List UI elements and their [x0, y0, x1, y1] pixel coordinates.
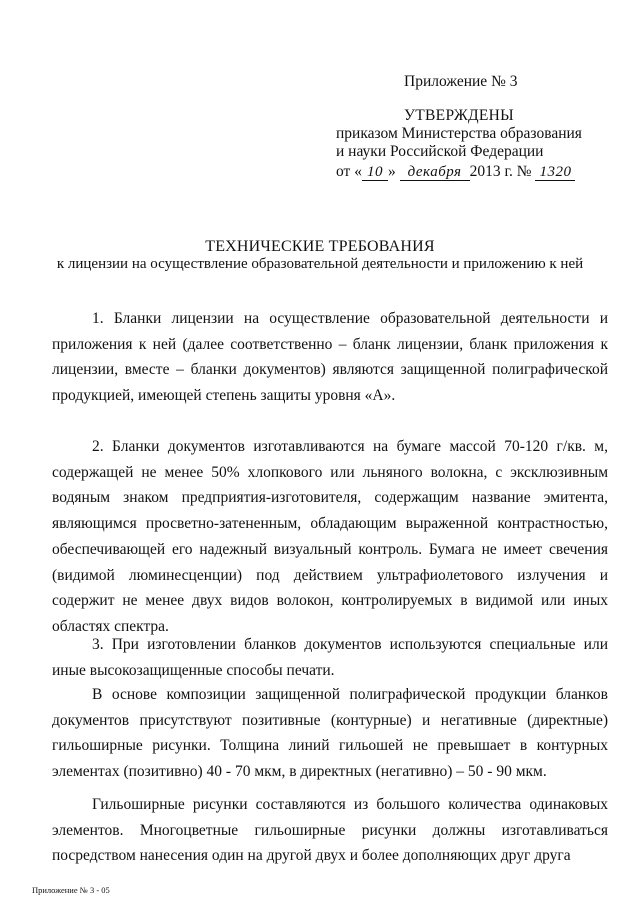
approved-label: УТВЕРЖДЕНЫ [404, 107, 514, 124]
paragraph-4: В основе композиции защищенной полиграфической продукции бланков документов присутствуют позитивные (контурные) и негативные (директные) гильоширные рисунки. Толщина линий гильошей не превышает в контурных элементах (позитивно) 40 - 70 мкм, в директных (негативно) – 50 - 90 мкм. [52, 686, 608, 781]
document-subtitle: к лицензии на осуществление образовательной деятельности и приложению к ней [56, 256, 584, 272]
paragraph-2: 2. Бланки документов изготавливаются на бумаге массой 70-120 г/кв. м, содержащей не менее 50% хлопкового или льняного волокна, с эксклюзивным водяным знаком предприятия-изготовителя, содержащим название эмитента, являющимся просветно-затененным, обладающим выраженной контрастностью, обеспечивающей его надежный визуальный контроль. Бумага не имеет свечения (видимой люминесценции) под действием ультрафиолетового излучения и содержит не менее двух видов волокон, контролируемых в видимой или иных областях спектра. [52, 438, 608, 635]
date-day: 10 [362, 165, 388, 181]
order-date-line [336, 163, 575, 181]
page-footer: Приложение № 3 - 05 [32, 885, 110, 895]
paragraph-1: 1. Бланки лицензии на осуществление образовательной деятельности и приложения к ней (далее соответственно – бланк лицензии, бланк приложения к лицензии, вместе – бланки документов) являются защищенной полиграфической продукцией, имеющей степень защиты уровня «А». [52, 310, 608, 405]
date-quote-close: » [387, 163, 396, 180]
order-line-1: приказом Министерства образования [336, 125, 582, 142]
date-month: декабря [400, 165, 470, 181]
date-year: 2013 г. № [469, 163, 532, 180]
document-title: ТЕХНИЧЕСКИЕ ТРЕБОВАНИЯ [205, 238, 435, 255]
paragraph-5: Гильоширные рисунки составляются из большого количества одинаковых элементов. Многоцветные гильоширные рисунки должны изготавливаться посредством нанесения один на другой двух и более дополняющих друг друга [52, 796, 608, 865]
appendix-label: Приложение № 3 [404, 73, 518, 90]
order-line-2: и науки Российской Федерации [336, 143, 544, 160]
paragraph-3: 3. При изготовлении бланков документов используются специальные или иные высокозащищенные способы печати. [52, 636, 608, 679]
date-prefix: от « [336, 163, 362, 180]
order-number: 1320 [535, 165, 575, 181]
